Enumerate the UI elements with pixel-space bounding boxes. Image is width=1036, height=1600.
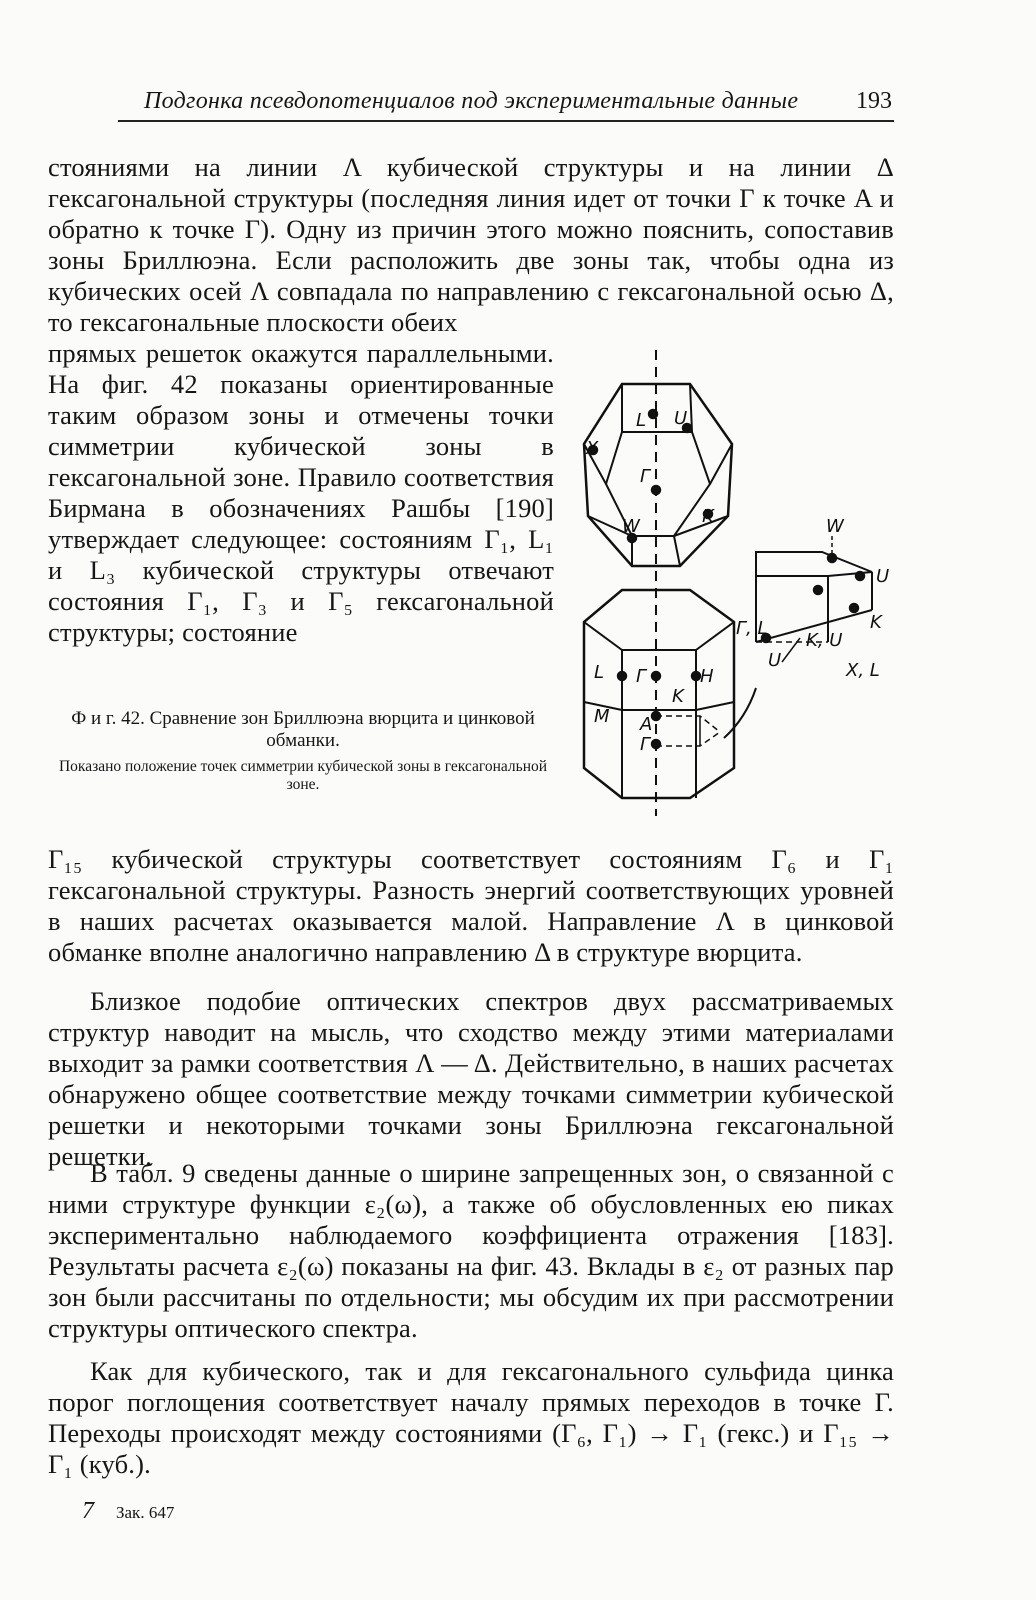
label-W-inset: W: [826, 516, 844, 537]
label-K-inset: K: [870, 612, 882, 633]
label-U-bottom: U: [768, 650, 782, 671]
label-K: K: [702, 506, 714, 527]
label-G-cubic: Г: [640, 466, 651, 487]
brillouin-zones-figure: [560, 346, 900, 818]
figure-caption-title: Ф и г. 42. Сравнение зон Бриллюэна вюрцита и цинковой обманки.: [71, 708, 535, 751]
label-G-hex-top: Г: [636, 666, 647, 687]
hex-zone-outline: [584, 590, 734, 798]
page-number: 193: [856, 88, 892, 114]
label-U: U: [674, 408, 688, 429]
label-A: A: [640, 714, 653, 735]
label-L-hex: L: [594, 662, 605, 683]
label-W: W: [622, 516, 640, 537]
paragraph-4: Близкое подобие оптических спектров двух рассматриваемых структур наводит на мысль, что сходство между этими материалами выходит за рамки соответствия Λ — Δ. Действительно, в наших расчетах обнаружено общее соответствие между точками симметрии кубической решетки и некоторыми точками зоны Бриллюэна гексагональной решетки.: [48, 986, 894, 1171]
label-G-L: Г, L: [736, 618, 768, 639]
running-header: [118, 86, 894, 122]
paragraph-1: стояниями на линии Λ кубической структуры и на линии Δ гексагональной структуры (последняя линия идет от точки Г к точке A и обратно к точке Г). Одну из причин этого можно пояснить, сопоставив зоны Бриллюэна. Если расположить две зоны так, чтобы одна из кубических осей Λ совпадала по направлению с гексагональной осью Δ, то гексагональные плоскости обеих: [48, 152, 894, 337]
label-U-inset: U: [876, 566, 890, 587]
label-K-hex: K: [672, 686, 684, 707]
page-footer: [82, 1498, 174, 1525]
running-title: Подгонка псевдопотенциалов под экспериментальные данные: [144, 88, 799, 114]
label-X: X: [586, 438, 599, 459]
label-H: H: [700, 666, 714, 687]
paragraph-2: прямых решеток окажутся параллельными. На фиг. 42 показаны ориентированные таким образом зоны и отмечены точки симметрии кубической зоны в гексагональной зоне. Правило соответствия Бирмана в обозначениях Рашбы [190] утверждает следующее: состояниям Г₁, L₁ и L₃ кубической структуры отвечают состояния Г₁, Г₃ и Г₅ гексагональной структуры; состояние: [48, 338, 554, 647]
paragraph-3: Г₁₅ кубической структуры соответствует состояниям Г₆ и Г₁ гексагональной структуры. Разность энергий соответствующих уровней в наших расчетах оказывается малой. Направление Λ в цинковой обманке вполне аналогично направлению Δ в структуре вюрцита.: [48, 844, 894, 967]
signature-mark: 7: [82, 1498, 94, 1524]
label-K-U: K, U: [806, 630, 843, 651]
label-X-L: X, L: [846, 660, 880, 681]
inset-wedge: [756, 552, 872, 576]
order-number: Зак. 647: [116, 1503, 175, 1522]
figure-caption: [48, 708, 558, 794]
figure-caption-note: Показано положение точек симметрии кубической зоны в гексагональной зоне.: [58, 758, 548, 793]
label-L: L: [636, 410, 647, 431]
cubic-zone-outline: [584, 384, 732, 566]
label-M: M: [594, 706, 610, 727]
paragraph-5: В табл. 9 сведены данные о ширине запрещенных зон, о связанной с ними структуре функции ε₂(ω), а также об обусловленных ею пиках экспериментально наблюдаемого коэффициента отражения [183]. Результаты расчета ε₂(ω) показаны на фиг. 43. Вклады в ε₂ от разных пар зон были рассчитаны по отдельности; мы обсудим их при рассмотрении структуры оптического спектра.: [48, 1158, 894, 1343]
label-G-hex-bottom: Г: [640, 734, 651, 755]
paragraph-6: Как для кубического, так и для гексагонального сульфида цинка порог поглощения соответствует началу прямых переходов в точке Г. Переходы происходят между состояниями (Г₆, Г₁) → Г₁ (гекс.) и Г₁₅ → Г₁ (куб.).: [48, 1356, 894, 1479]
